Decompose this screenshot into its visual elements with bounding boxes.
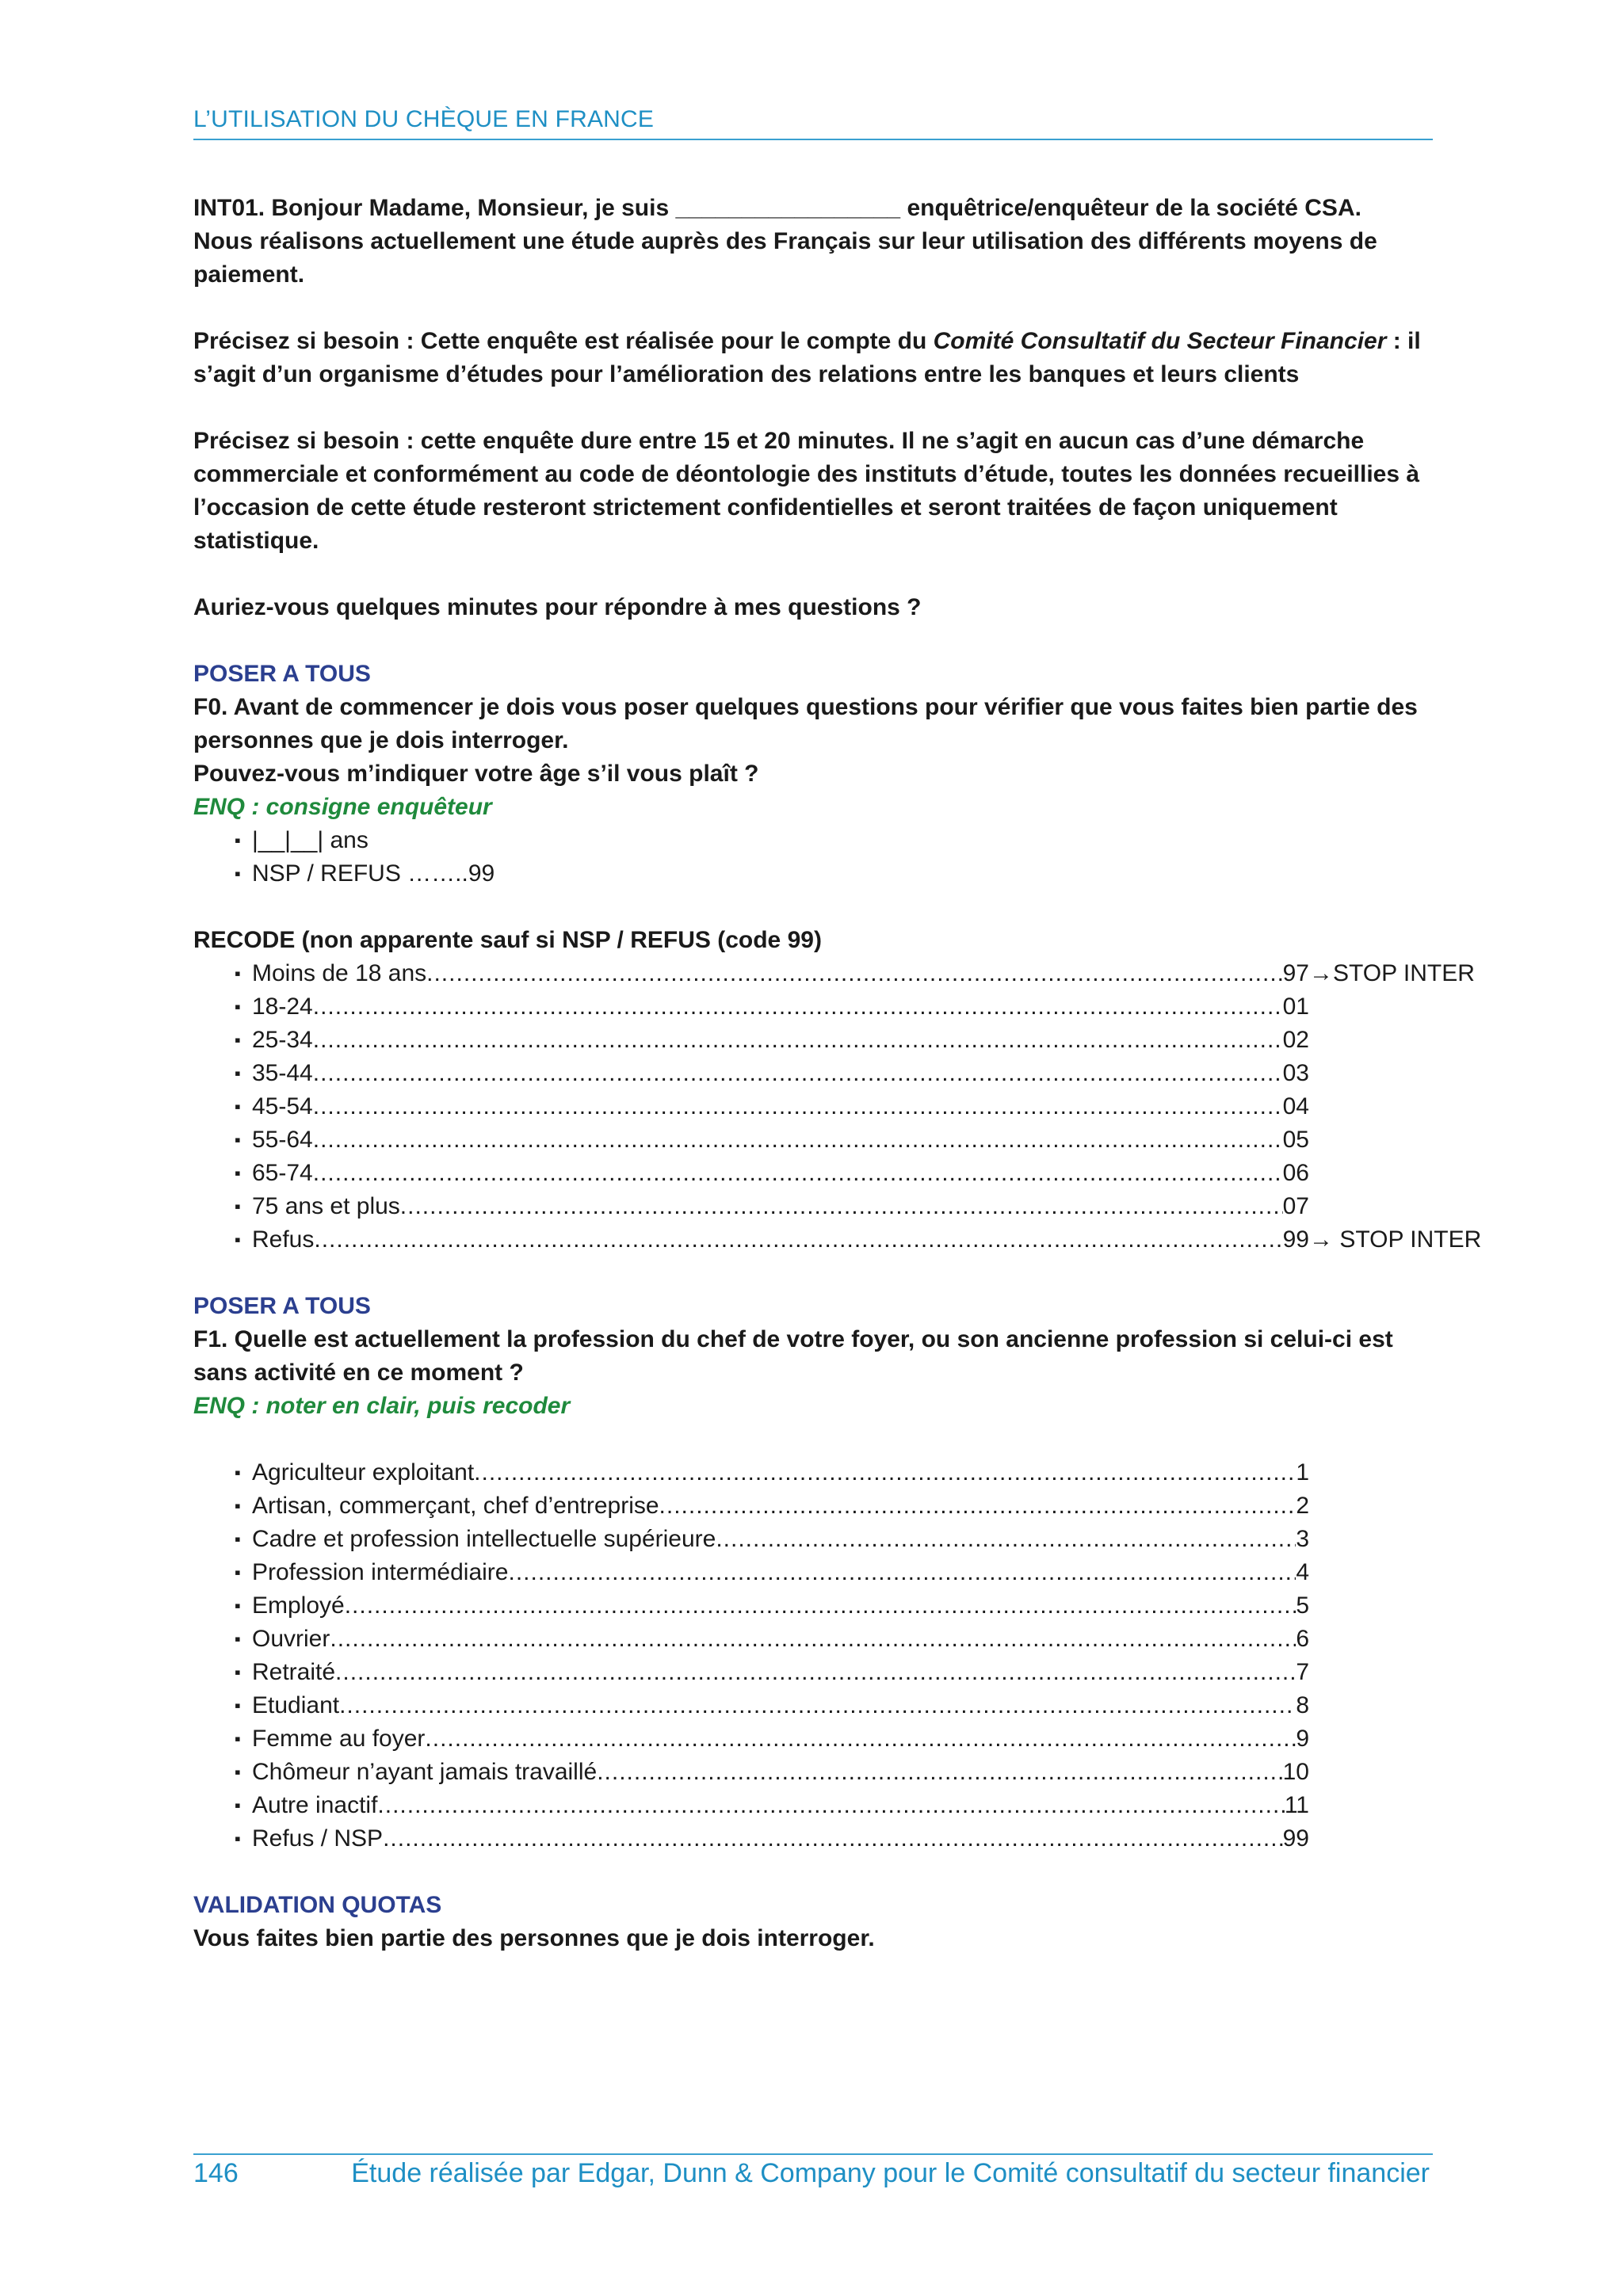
profession-item-code: 10	[1282, 1759, 1309, 1785]
f0-option-nsp: ▪ NSP / REFUS ……..99	[252, 857, 1438, 891]
recode-item-code: 97	[1282, 960, 1309, 986]
recode-item-label: ▪ Moins de 18 ans	[252, 960, 427, 986]
recode-item	[252, 1024, 1438, 1057]
recode-item-code: 99	[1282, 1226, 1309, 1253]
profession-item	[252, 1789, 1438, 1822]
profession-item-code: 99	[1282, 1825, 1309, 1852]
profession-item-code: 1	[1296, 1459, 1309, 1486]
stop-inter-note: →STOP INTER	[1309, 960, 1475, 986]
profession-item-code: 2	[1296, 1493, 1309, 1519]
profession-item-code: 11	[1284, 1792, 1309, 1818]
document-body	[193, 192, 1482, 1955]
precise1-text-b: : il s’agit d’un organisme d’études pour l’amélioration des relations entre les banques et leurs clients	[193, 328, 1421, 387]
profession-item	[252, 1589, 1438, 1623]
profession-item-label: ▪ Chômeur n’ayant jamais travaillé	[252, 1759, 598, 1785]
f0-audience-tag: POSER A TOUS	[193, 661, 371, 687]
recode-item	[252, 1090, 1438, 1123]
profession-item	[252, 1722, 1438, 1756]
profession-item-label: ▪ Refus / NSP	[252, 1825, 384, 1852]
profession-item-label: ▪ Profession intermédiaire	[252, 1559, 509, 1585]
footer-credit: Étude réalisée par Edgar, Dunn & Company pour le Comité consultatif du secteur financier	[351, 2158, 1430, 2188]
precise1-text-a: Précisez si besoin : Cette enquête est réalisée pour le compte du	[193, 328, 934, 354]
footer-rule	[193, 2153, 1433, 2155]
profession-item-code: 9	[1296, 1726, 1309, 1752]
f0-instruction: ENQ : consigne enquêteur	[193, 794, 492, 820]
f0-question: F0. Avant de commencer je dois vous poser quelques questions pour vérifier que vous faites bien partie des personnes que je dois interroger.	[193, 694, 1418, 753]
profession-item-label: ▪ Retraité	[252, 1659, 336, 1685]
profession-item-label: ▪ Etudiant	[252, 1692, 340, 1718]
f0-options	[193, 824, 1438, 891]
recode-item	[252, 957, 1475, 990]
f0-option-age: ▪ |__|__| ans	[252, 824, 1438, 857]
profession-item-label: ▪ Cadre et profession intellectuelle supérieure	[252, 1526, 716, 1552]
profession-item	[252, 1556, 1438, 1589]
profession-item-label: ▪ Femme au foyer	[252, 1726, 426, 1752]
profession-item	[252, 1756, 1438, 1789]
f1-question: F1. Quelle est actuellement la profession du chef de votre foyer, ou son ancienne profession si celui-ci est sans activité en ce moment ?	[193, 1326, 1393, 1386]
recode-item-code: 07	[1282, 1193, 1309, 1219]
running-header: L’UTILISATION DU CHÈQUE EN FRANCE	[193, 106, 655, 132]
recode-item-label: ▪ Refus	[252, 1226, 315, 1253]
recode-item-label: ▪ 18-24	[252, 994, 313, 1020]
recode-title: RECODE (non apparente sauf si NSP / REFUS (code 99)	[193, 927, 822, 953]
header-rule	[193, 139, 1433, 140]
precise1-organisation: Comité Consultatif du Secteur Financier	[933, 328, 1387, 354]
int01-blank: _________________	[675, 195, 901, 221]
f1-list	[193, 1456, 1438, 1855]
profession-item-label: ▪ Employé	[252, 1592, 345, 1619]
recode-item-code: 04	[1282, 1093, 1309, 1119]
recode-item-code: 02	[1282, 1027, 1309, 1053]
profession-item	[252, 1689, 1438, 1722]
page-number: 146	[193, 2158, 239, 2188]
profession-item-label: ▪ Autre inactif	[252, 1792, 378, 1818]
profession-item	[252, 1656, 1438, 1689]
profession-item	[252, 1489, 1438, 1523]
profession-item-code: 8	[1296, 1692, 1309, 1718]
recode-item-label: ▪ 75 ans et plus	[252, 1193, 400, 1219]
profession-item	[252, 1822, 1438, 1855]
int01-text-a: INT01. Bonjour Madame, Monsieur, je suis	[193, 195, 676, 221]
recode-item	[252, 1223, 1482, 1257]
recode-item-label: ▪ 35-44	[252, 1060, 313, 1086]
recode-item	[252, 990, 1438, 1024]
recode-item-label: ▪ 25-34	[252, 1027, 313, 1053]
validation-tag: VALIDATION QUOTAS	[193, 1892, 442, 1918]
recode-item-code: 03	[1282, 1060, 1309, 1086]
recode-item-code: 06	[1282, 1160, 1309, 1186]
profession-item-code: 6	[1296, 1626, 1309, 1652]
recode-item	[252, 1123, 1438, 1157]
profession-item-code: 3	[1296, 1526, 1309, 1552]
profession-item-code: 7	[1296, 1659, 1309, 1685]
profession-item-label: ▪ Artisan, commerçant, chef d’entreprise	[252, 1493, 659, 1519]
recode-item-code: 01	[1282, 994, 1309, 1020]
profession-item-code: 4	[1296, 1559, 1309, 1585]
stop-inter-note: → STOP INTER	[1309, 1226, 1482, 1253]
profession-item	[252, 1456, 1438, 1489]
profession-item-label: ▪ Ouvrier	[252, 1626, 330, 1652]
recode-item-label: ▪ 55-64	[252, 1127, 313, 1153]
recode-item-code: 05	[1282, 1127, 1309, 1153]
recode-item-label: ▪ 65-74	[252, 1160, 313, 1186]
int01-paragraph	[193, 192, 1438, 292]
recode-item	[252, 1190, 1438, 1223]
precise-paragraph-1	[193, 325, 1438, 391]
recode-item	[252, 1157, 1438, 1190]
profession-item	[252, 1523, 1438, 1556]
int01-text-rest: Nous réalisons actuellement une étude auprès des Français sur leur utilisation des différents moyens de paiement.	[193, 228, 1377, 288]
validation-text: Vous faites bien partie des personnes que je dois interroger.	[193, 1925, 875, 1951]
f1-audience-tag: POSER A TOUS	[193, 1293, 371, 1319]
precise-paragraph-2: Précisez si besoin : cette enquête dure entre 15 et 20 minutes. Il ne s’agit en aucun cas d’une démarche commerciale et conformément au code de déontologie des instituts d’étude, toutes les données recueillies à l’occasion de cette étude resteront strictement confidentielles et seront traitées de façon uniquement statistique.	[193, 428, 1420, 554]
profession-item-code: 5	[1296, 1592, 1309, 1619]
f1-instruction: ENQ : noter en clair, puis recoder	[193, 1393, 571, 1419]
int01-text-b: enquêtrice/enquêteur de la société CSA.	[900, 195, 1361, 221]
recode-list	[193, 957, 1482, 1257]
intro-question: Auriez-vous quelques minutes pour répondre à mes questions ?	[193, 594, 922, 620]
profession-item-label: ▪ Agriculteur exploitant	[252, 1459, 475, 1486]
recode-item	[252, 1057, 1438, 1090]
recode-item-label: ▪ 45-54	[252, 1093, 313, 1119]
profession-item	[252, 1623, 1438, 1656]
f0-question-age: Pouvez-vous m’indiquer votre âge s’il vous plaît ?	[193, 761, 759, 787]
